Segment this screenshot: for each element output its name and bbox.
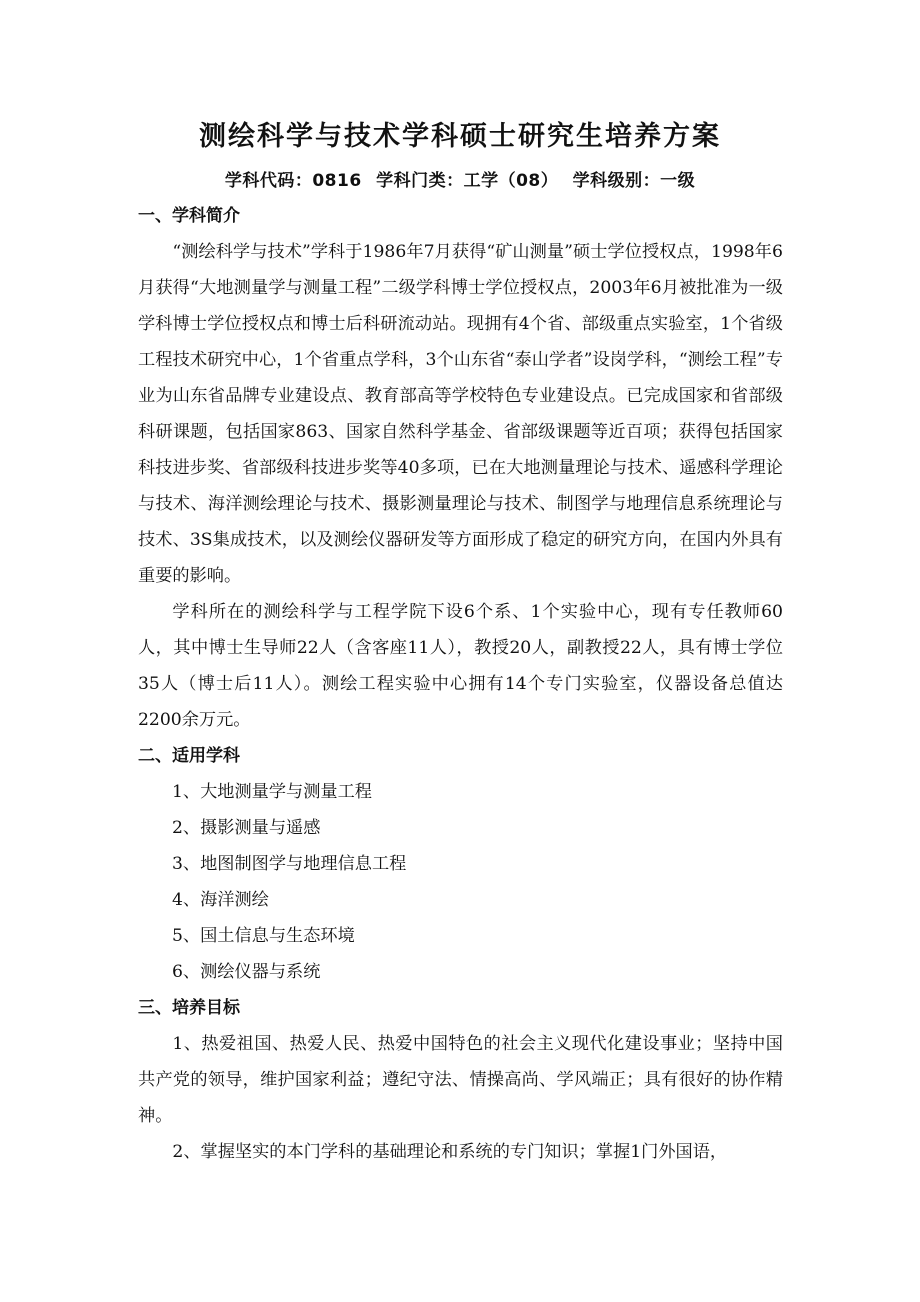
faculty-paragraph: 学科所在的测绘科学与工程学院下设6个系、1个实验中心，现有专任教师60人，其中博士生导师22人（含客座11人），教授20人，副教授22人，具有博士学位35人（博士后11人）。测绘工程实验中心拥有14个专门实验室，仪器设备总值达2200余万元。 [138, 602, 783, 730]
discipline-item: 6、测绘仪器与系统 [172, 962, 321, 982]
subject-code: 学科代码：0816 [224, 171, 362, 191]
objective-paragraph: 2、掌握坚实的本门学科的基础理论和系统的专门知识；掌握1门外国语， [172, 1142, 728, 1162]
discipline-item: 4、海洋测绘 [172, 890, 269, 910]
subject-level: 学科级别：一级 [572, 171, 696, 191]
objective-paragraph: 1、热爱祖国、热爱人民、热爱中国特色的社会主义现代化建设事业；坚持中国共产党的领导，维护国家利益；遵纪守法、情操高尚、学风端正；具有很好的协作精神。 [138, 1034, 783, 1126]
discipline-item: 3、地图制图学与地理信息工程 [172, 854, 407, 874]
subject-info-line [0, 166, 920, 191]
discipline-item: 5、国土信息与生态环境 [172, 926, 355, 946]
subject-category: 学科门类：工学（08） [376, 171, 559, 191]
section-heading-objectives: 三、培养目标 [138, 998, 240, 1018]
document-body [138, 198, 783, 1170]
section-heading-intro: 一、学科简介 [138, 206, 240, 226]
discipline-item: 1、大地测量学与测量工程 [172, 782, 372, 802]
page-title: 测绘科学与技术学科硕士研究生培养方案 [199, 121, 721, 152]
discipline-item: 2、摄影测量与遥感 [172, 818, 321, 838]
intro-paragraph: “测绘科学与技术”学科于1986年7月获得“矿山测量”硕士学位授权点，1998年6月获得“大地测量学与测量工程”二级学科博士学位授权点，2003年6月被批准为一级学科博士学位授权点和博士后科研流动站。现拥有4个省、部级重点实验室，1个省级工程技术研究中心，1个省重点学科，3个山东省“泰山学者”设岗学科，“测绘工程”专业为山东省品牌专业建设点、教育部高等学校特色专业建设点。已完成国家和省部级科研课题，包括国家863、国家自然科学基金、省部级课题等近百项；获得包括国家科技进步奖、省部级科技进步奖等40多项，已在大地测量理论与技术、遥感科学理论与技术、海洋测绘理论与技术、摄影测量理论与技术、制图学与地理信息系统理论与技术、3S集成技术，以及测绘仪器研发等方面形成了稳定的研究方向，在国内外具有重要的影响。 [138, 242, 783, 586]
section-heading-disciplines: 二、适用学科 [138, 746, 240, 766]
